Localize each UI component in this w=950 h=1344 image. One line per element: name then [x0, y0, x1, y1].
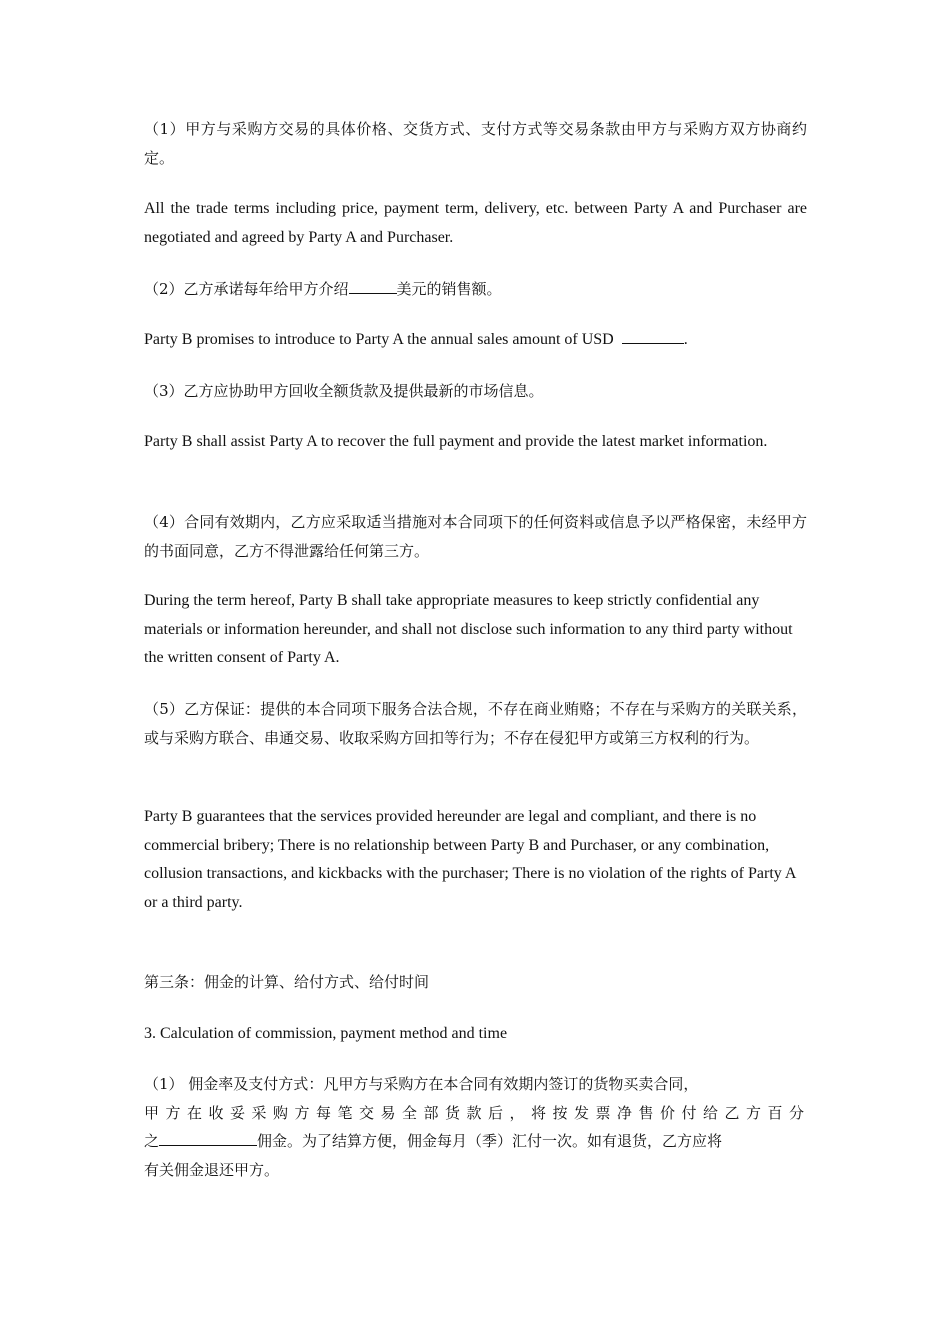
clause-4-english: During the term hereof, Party B shall take appropriate measures to keep strictly confidential any materials or information hereunder, and shall not disclose such information to any third party without the written consent of Party A.	[144, 592, 793, 666]
article-3-p1-line-3	[144, 1127, 807, 1156]
clause-4-chinese: （4）合同有效期内，乙方应采取适当措施对本合同项下的任何资料或信息予以严格保密，未经甲方的书面同意，乙方不得泄露给任何第三方。	[144, 513, 807, 560]
commission-percent-blank[interactable]	[159, 1129, 257, 1146]
article-3-p1-line-3-prefix: 之	[144, 1132, 160, 1150]
clause-2-english	[144, 326, 807, 355]
clause-1-chinese: （1）甲方与采购方交易的具体价格、交货方式、支付方式等交易条款由甲方与采购方双方协商约定。	[144, 120, 807, 167]
clause-5-english: Party B guarantees that the services provided hereunder are legal and compliant, and there is no commercial bribery; There is no relationship between Party B and Purchaser, or any combination, collusion transactions, and kickbacks with the purchaser; There is no violation of the rights of Party A or a third party.	[144, 808, 796, 911]
clause-2-chinese-prefix: （2）乙方承诺每年给甲方介绍	[144, 280, 349, 298]
clause-2-chinese-suffix: 美元的销售额。	[396, 280, 502, 298]
article-3-heading-english: 3. Calculation of commission, payment method and time	[144, 1025, 508, 1042]
article-3-p1-line-2: 甲方在收妥采购方每笔交易全部货款后，将按发票净售价付给乙方百分	[144, 1103, 811, 1122]
clause-2-chinese	[144, 275, 807, 304]
sales-amount-blank-en[interactable]	[622, 327, 684, 344]
clause-3-english: Party B shall assist Party A to recover the full payment and provide the latest market information.	[144, 433, 768, 450]
clause-2-english-prefix: Party B promises to introduce to Party A the annual sales amount of USD	[144, 331, 614, 348]
article-3-p1-line-4: 有关佣金退还甲方。	[144, 1160, 280, 1179]
clause-3-chinese: （3）乙方应协助甲方回收全额货款及提供最新的市场信息。	[144, 382, 544, 400]
clause-5-chinese: （5）乙方保证：提供的本合同项下服务合法合规，不存在商业贿赂；不存在与采购方的关联关系，或与采购方联合、串通交易、收取采购方回扣等行为；不存在侵犯甲方或第三方权利的行为。	[144, 700, 807, 747]
clause-1-english: All the trade terms including price, payment term, delivery, etc. between Party A and Purchaser are negotiated and agreed by Party A and Purchaser.	[144, 200, 807, 246]
article-3-paragraph-1	[144, 1070, 811, 1184]
clause-2-english-suffix: .	[683, 331, 688, 348]
article-3-heading-chinese: 第三条：佣金的计算、给付方式、给付时间	[144, 973, 430, 991]
article-3-p1-line-1: （1） 佣金率及支付方式：凡甲方与采购方在本合同有效期内签订的货物买卖合同，	[144, 1075, 699, 1093]
sales-amount-blank-zh[interactable]	[349, 277, 397, 294]
article-3-p1-line-3-suffix: 佣金。为了结算方便，佣金每月（季）汇付一次。如有退货，乙方应将	[257, 1132, 723, 1150]
